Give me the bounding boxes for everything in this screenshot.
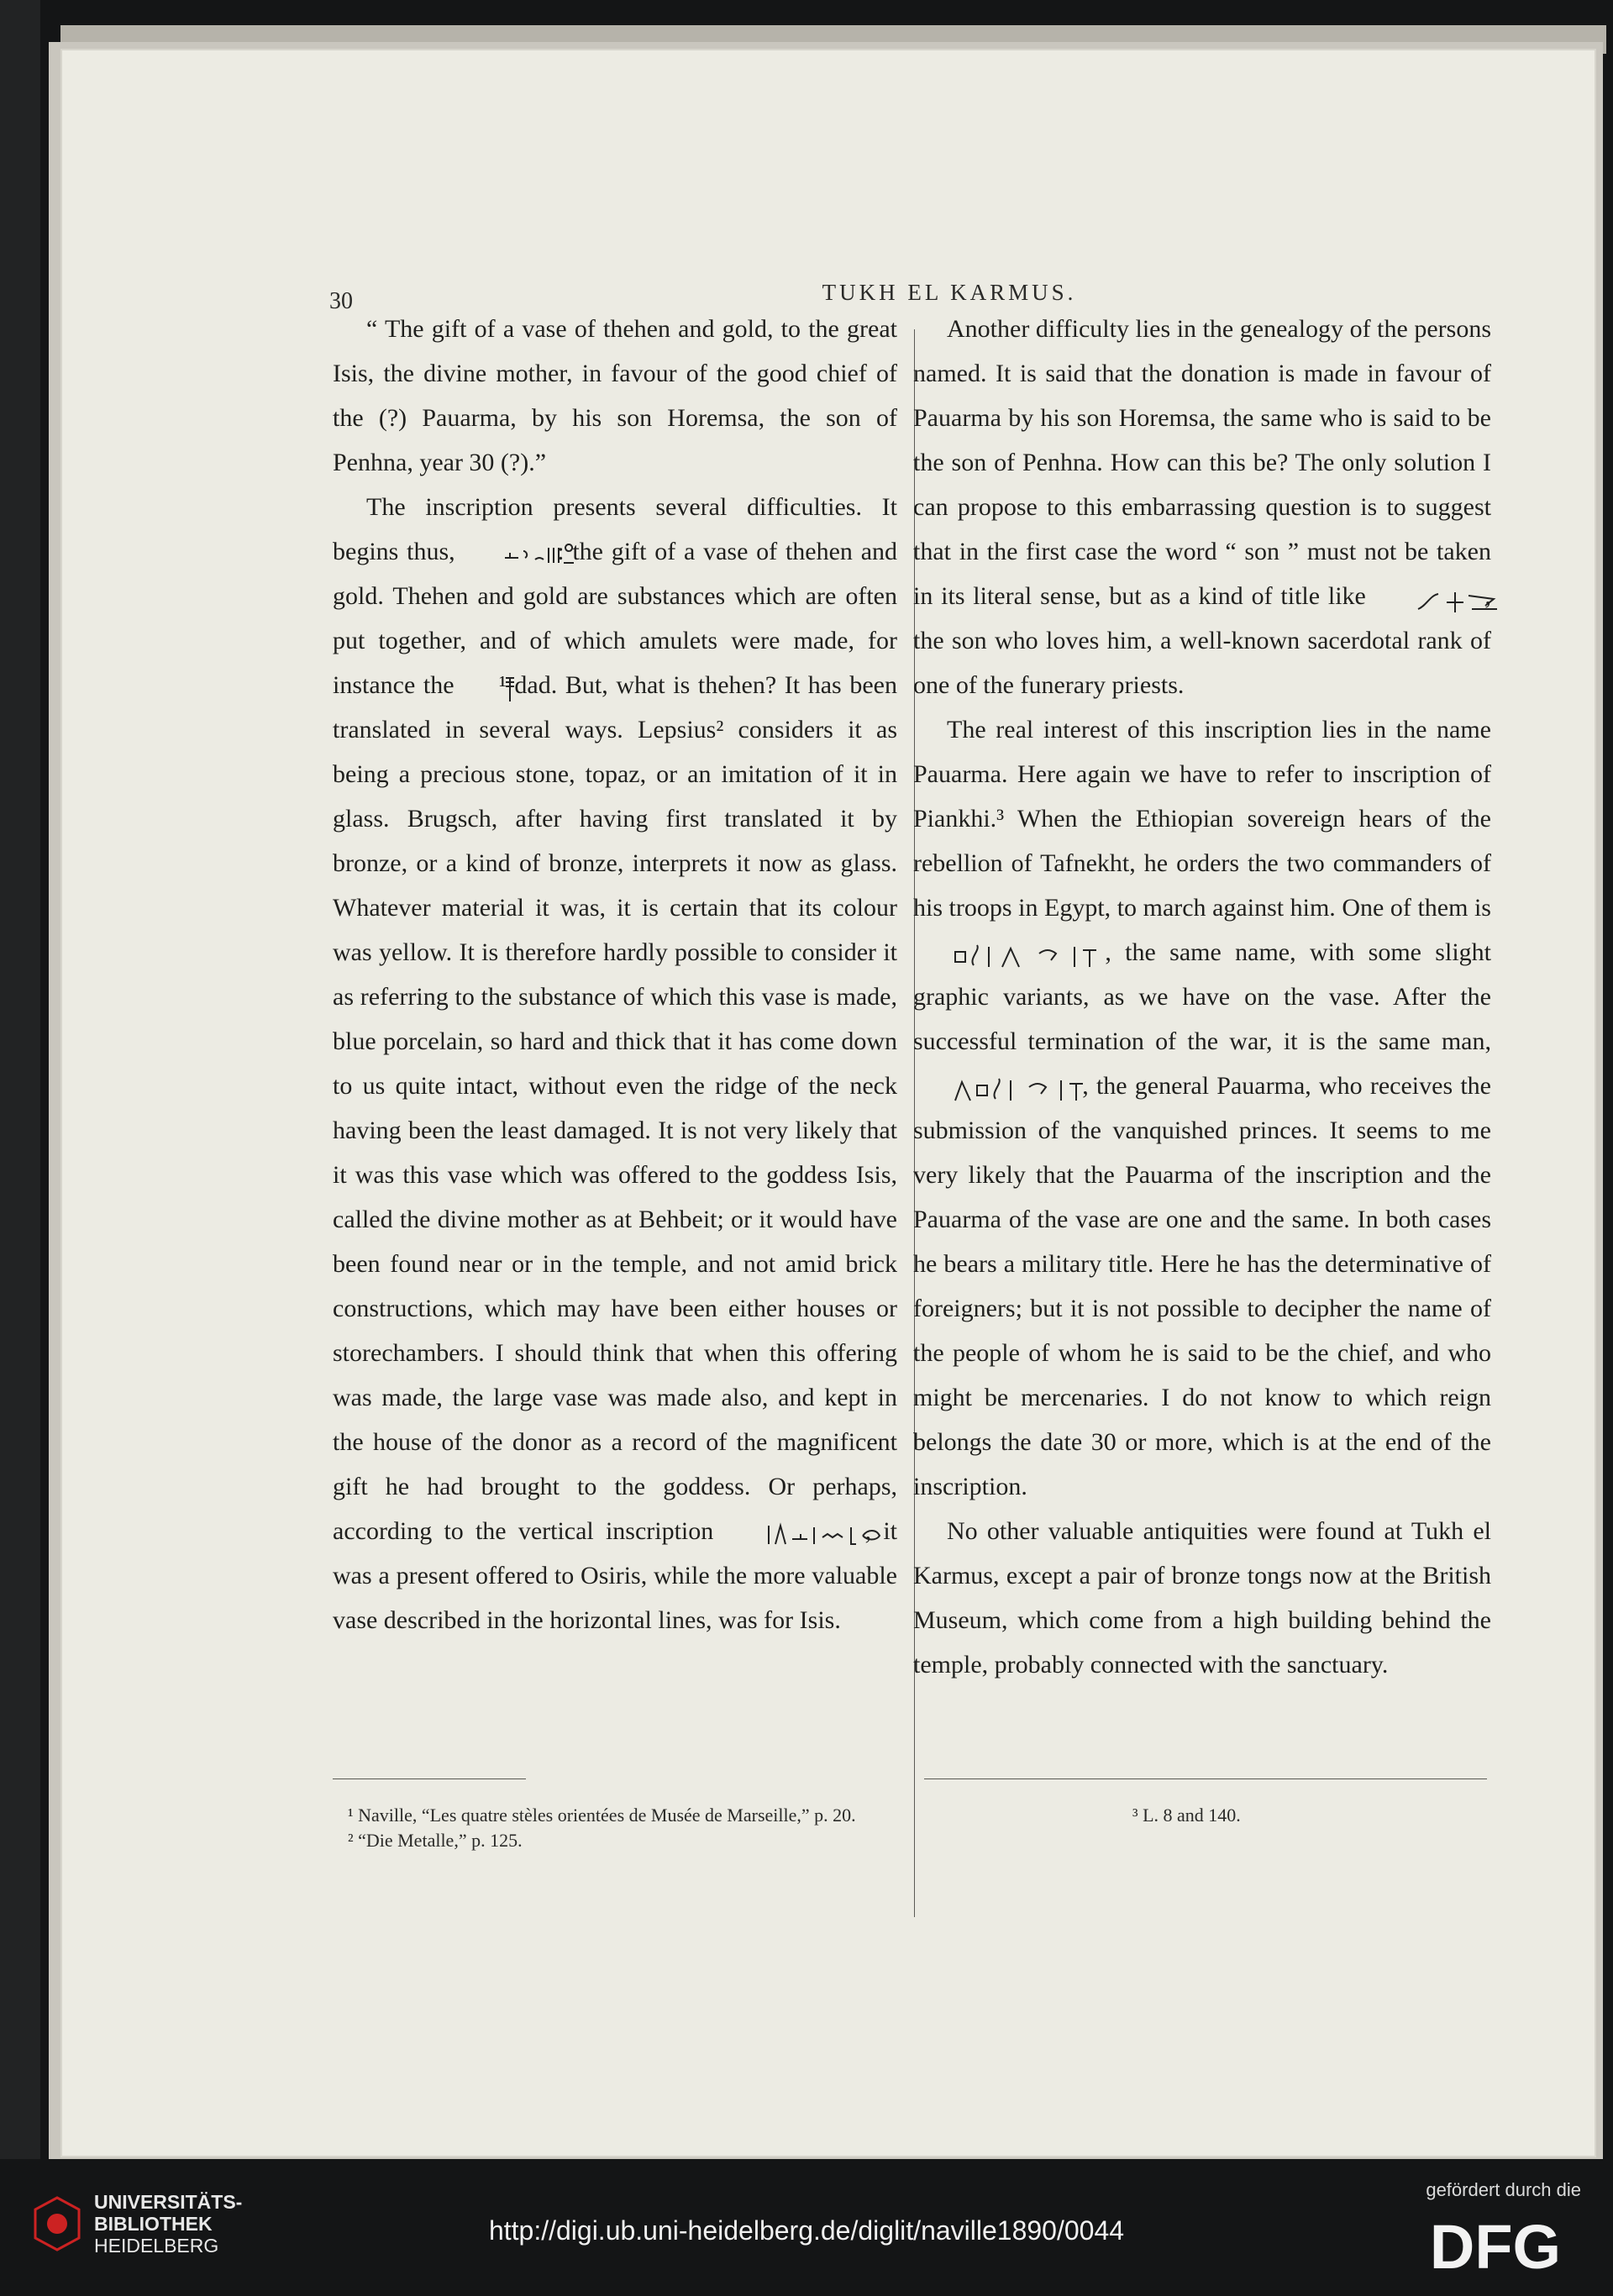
page-number: 30 bbox=[329, 288, 353, 314]
text-run: , the same name, with some slight graphic variants, as we have on the vase. After the successful termination of the war, it is the same man, bbox=[913, 938, 1491, 1055]
footnote: ³ L. 8 and 140. bbox=[1132, 1805, 1241, 1826]
hieroglyph-son-who-loves-him-icon bbox=[1379, 584, 1472, 612]
paragraph bbox=[913, 707, 1491, 1509]
text-run: , the son who loves him, a well-known sacerdotal rank of one of the funerary priests. bbox=[913, 582, 1492, 699]
hieroglyph-vertical-inscription-icon bbox=[730, 1519, 848, 1547]
left-column bbox=[333, 307, 897, 1642]
hieroglyph-dad-pillar-icon bbox=[467, 673, 486, 701]
paragraph bbox=[333, 485, 897, 1642]
text-run: The inscription presents several difficulties. It begins thus, bbox=[333, 493, 897, 565]
svg-text:DFG: DFG bbox=[1429, 2212, 1562, 2278]
text-run: : the gift of a vase of thehen and gold. Thehen and gold are substances which are often put together, and of which amulets were made, for instance the bbox=[333, 538, 898, 699]
hieroglyph-pauarma-name-icon bbox=[918, 940, 1086, 969]
library-line: BIBLIOTHEK bbox=[94, 2213, 213, 2235]
paragraph: No other valuable antiquities were found at Tukh el Karmus, except a pair of bronze tongs now at the British Museum, which come from a high building behind the temple, probably connected with the sanctuary. bbox=[913, 1517, 1491, 1679]
text-run: Another difficulty lies in the genealogy of the persons named. It is said that the donation is made in favour of Pauarma by his son Horemsa, the same who is said to be the son of Penhna. How can this be? The only solution I can propose to this embarrassing question is to suggest that in the first case the word “ son ” must not be taken in its literal sense, but as a kind of title like bbox=[913, 315, 1491, 610]
footnote: ¹ Naville, “Les quatre stèles orientées de Musée de Marseille,” p. 20. bbox=[348, 1805, 856, 1826]
book-spine bbox=[0, 0, 40, 2159]
source-url-link[interactable]: http://digi.ub.uni-heidelberg.de/diglit/naville1890/0044 bbox=[488, 2215, 1125, 2246]
footnotes-left bbox=[333, 1803, 897, 1853]
footnotes-right bbox=[1117, 1803, 1453, 1828]
right-column bbox=[913, 307, 1491, 1687]
running-head: TUKH EL KARMUS. bbox=[822, 280, 1077, 305]
text-run: , the general Pauarma, who receives the submission of the vanquished princes. It seems to me very likely that the Pauarma of the inscription and the Pauarma of the vase are one and the same. In both cases he bears a military title. Here he has the determinative of foreigners; but it is not possible to decipher the name of the people of whom he is said to be the chief, and who might be mercenaries. I do not know to which reign belongs the date 30 or more, which is at the end of the inscription. bbox=[913, 1072, 1491, 1500]
footnote-rule-left bbox=[333, 1778, 526, 1779]
sponsor-note: gefördert durch die bbox=[1426, 2179, 1581, 2200]
paragraph: “ The gift of a vase of thehen and gold, to the great Isis, the divine mother, in favour of the good chief of the (?) Pauarma, by his son Horemsa, the son of Penhna, year 30 (?).” bbox=[333, 315, 897, 476]
library-line: HEIDELBERG bbox=[94, 2235, 219, 2257]
text-run: The real interest of this inscription lies in the name Pauarma. Here again we have to refer to inscription of Piankhi.³ When the Ethiopian sovereign hears of the rebellion of Tafnekht, he orders the two commanders of his troops in Egypt, to march against him. One of them is bbox=[913, 716, 1491, 922]
library-line: UNIVERSITÄTS- bbox=[94, 2191, 243, 2213]
footnote: ² “Die Metalle,” p. 125. bbox=[348, 1830, 523, 1851]
hieroglyph-general-pauarma-icon bbox=[918, 1074, 1069, 1102]
footnote-rule-right bbox=[924, 1778, 1487, 1779]
paragraph bbox=[913, 307, 1491, 707]
text-run: ¹ dad. But, what is thehen? It has been translated in several ways. Lepsius² considers it as being a precious stone, topaz, or an imitation of it in glass. Brugsch, after having first translated it by bronze, or a kind of bronze, interprets it now as glass. Whatever material it was, it is certain that its colour was yellow. It is therefore hardly possible to consider it as referring to the substance of which this vase is made, blue porcelain, so hard and thick that it has come down to us quite intact, without even the ridge of the neck having been the least damaged. It is not very likely that it was this vase which was offered to the goddess Isis, called the divine mother as at Behbeit; or it would have been found near or in the temple, and not amid brick constructions, which may have been either houses or storechambers. I should think that when this offering was made, the large vase was made also, and kept in the house of the donor as a record of the magnificent gift he had brought to the goddess. Or perhaps, according to the vertical inscription bbox=[333, 671, 897, 1545]
hieroglyph-gift-of-vase-icon bbox=[468, 539, 544, 568]
dfg-logo-icon bbox=[1411, 2211, 1579, 2278]
text-run: , it was a present offered to Osiris, while the more valuable vase described in the horizontal lines, was for Isis. bbox=[333, 1517, 897, 1634]
